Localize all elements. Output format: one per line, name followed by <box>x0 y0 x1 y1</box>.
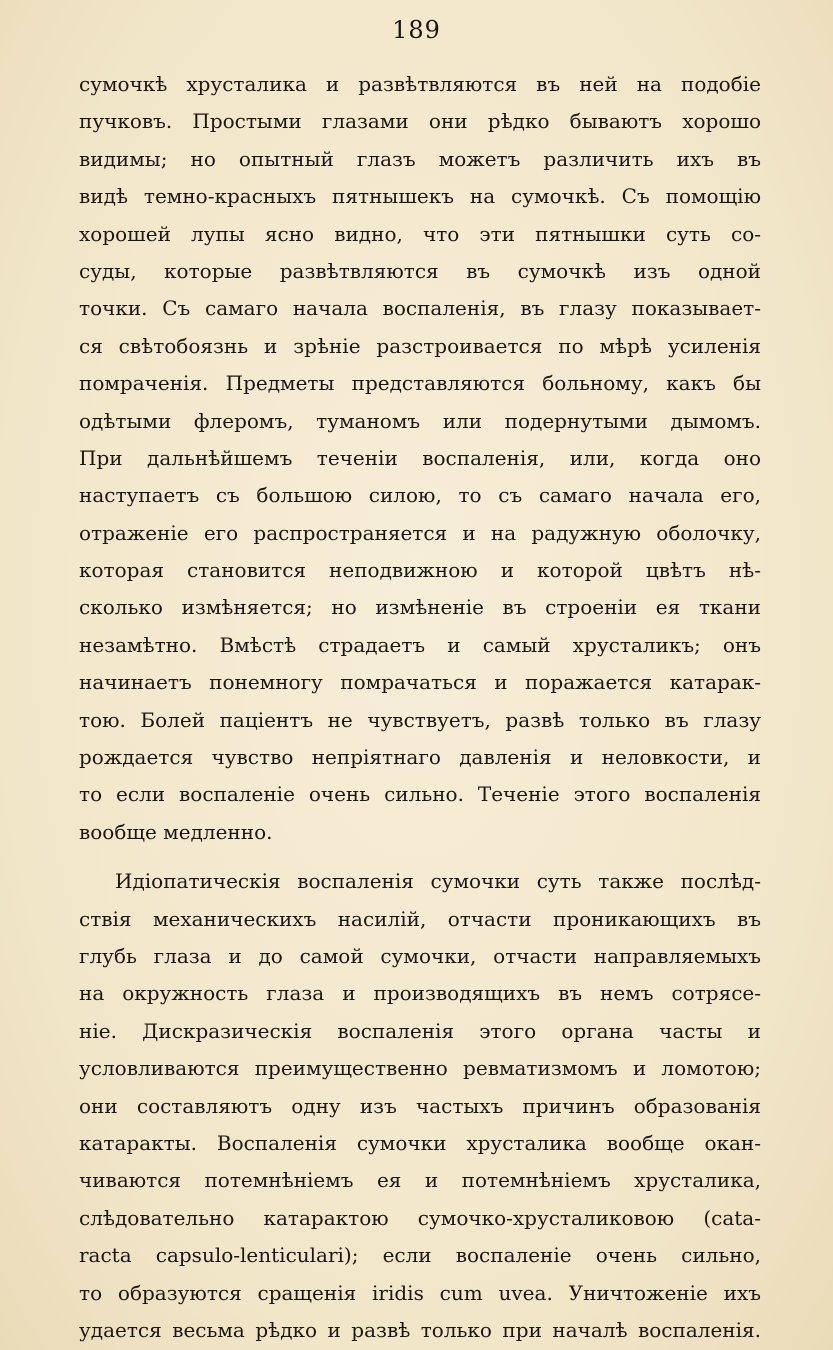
text-line: ніе. Дискразическія воспаленія этого органа часты и <box>79 1018 761 1043</box>
text-line: слѣдовательно катарактою сумочко-хрусталиковою (cata- <box>79 1205 761 1230</box>
text-line: наступаетъ съ большою силою, то съ самаго начала его, <box>79 483 761 508</box>
text-line: незамѣтно. Вмѣстѣ страдаетъ и самый хрусталикъ; онъ <box>79 632 761 657</box>
text-line: сумочкѣ хрусталика и развѣтвляются въ ней на подобіе <box>79 72 761 96</box>
body-text <box>79 66 761 1349</box>
text-line: racta capsulo-lenticulari); если воспаленіе очень сильно, <box>79 1243 761 1268</box>
text-line: глубь глаза и до самой сумочки, отчасти направляемыхъ <box>79 943 761 968</box>
text-line: видѣ темно-красныхъ пятнышекъ на сумочкѣ. Съ помощію <box>79 184 761 209</box>
text-line: на окружность глаза и производящихъ въ немъ сотрясе- <box>79 981 761 1006</box>
text-line: видимы; но опытный глазъ можетъ различить ихъ въ <box>79 146 761 171</box>
text-line: вообще медленно. <box>79 819 273 844</box>
text-line: чиваются потемнѣніемъ ея и потемнѣніемъ хрусталика, <box>79 1168 761 1193</box>
text-line: то образуются сращенія iridis cum uvea. Уничтоженіе ихъ <box>79 1280 761 1305</box>
text-line: хорошей лупы ясно видно, что эти пятнышки суть со- <box>79 221 761 246</box>
text-line: ствія механическихъ насилій, отчасти проникающихъ въ <box>79 906 761 931</box>
text-line: они составляютъ одну изъ частыхъ причинъ образованія <box>79 1093 761 1118</box>
text-line: сколько измѣняется; но измѣненіе въ строеніи ея ткани <box>79 595 761 620</box>
paragraph-1 <box>79 66 761 851</box>
page-number: 189 <box>392 16 441 44</box>
text-line: удается весьма рѣдко и развѣ только при началѣ воспаленія. <box>79 1317 761 1342</box>
text-line: ся свѣтобоязнь и зрѣніе разстроивается по мѣрѣ усиленія <box>79 333 761 358</box>
text-line: помраченія. Предметы представляются больному, какъ бы <box>79 371 761 396</box>
text-line: которая становится неподвижною и которой цвѣтъ нѣ- <box>79 558 761 583</box>
text-line: отраженіе его распространяется и на радужную оболочку, <box>79 520 761 545</box>
text-line: то если воспаленіе очень сильно. Теченіе этого воспаленія <box>79 782 761 807</box>
text-line: рождается чувство непріятнаго давленія и неловкости, и <box>79 745 761 770</box>
paragraph-2 <box>79 863 761 1349</box>
text-line: При дальнѣйшемъ теченіи воспаленія, или, когда оно <box>79 445 761 470</box>
text-line: пучковъ. Простыми глазами они рѣдко бываютъ хорошо <box>79 109 761 134</box>
text-line: условливаются преимущественно ревматизмомъ и ломотою; <box>79 1056 761 1081</box>
text-line: начинаетъ понемногу помрачаться и поражается катарак- <box>79 670 761 695</box>
text-line: точки. Съ самаго начала воспаленія, въ глазу показывает- <box>79 296 761 321</box>
text-line: Идіопатическія воспаленія сумочки суть также послѣд- <box>115 869 761 894</box>
text-line: тою. Болей паціентъ не чувствуетъ, развѣ только въ глазу <box>79 707 761 732</box>
text-line: одѣтыми флеромъ, туманомъ или подернутыми дымомъ. <box>79 408 761 433</box>
text-line: суды, которые развѣтвляются въ сумочкѣ изъ одной <box>79 258 761 283</box>
text-line: катаракты. Воспаленія сумочки хрусталика вообще окан- <box>79 1130 761 1155</box>
paragraph-gap <box>79 851 761 863</box>
